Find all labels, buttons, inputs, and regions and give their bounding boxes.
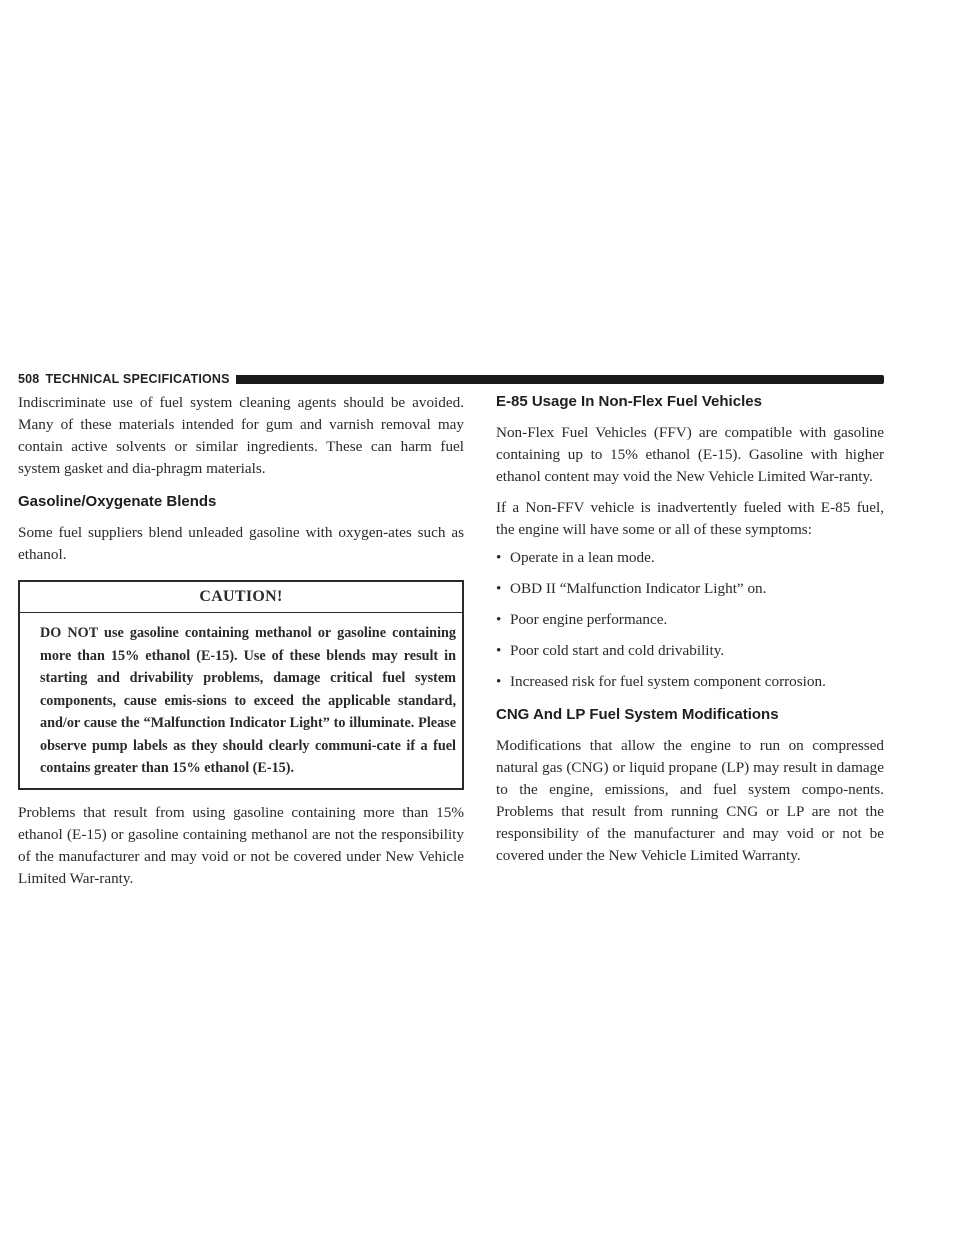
header-rule (236, 375, 884, 384)
symptoms-list (496, 547, 884, 693)
list-item: • Poor engine performance. (496, 609, 884, 631)
caution-title: CAUTION! (20, 582, 462, 613)
caution-box (18, 580, 464, 790)
e85-heading: E-85 Usage In Non-Flex Fuel Vehicles (496, 393, 762, 410)
cng-heading: CNG And LP Fuel System Modifications (496, 706, 779, 723)
section-title: TECHNICAL SPECIFICATIONS (45, 372, 230, 386)
left-column (18, 392, 464, 890)
bullet-icon: • (496, 673, 502, 690)
list-item: • OBD II “Malfunction Indicator Light” on. (496, 578, 884, 600)
right-column (496, 392, 884, 867)
page-header (18, 371, 884, 387)
list-item: • Increased risk for fuel system component corrosion. (496, 671, 884, 693)
intro-paragraph: Indiscriminate use of fuel system cleaning agents should be avoided. Many of these materials intended for gum and varnish removal may contain active solvents or similar ingredients. These can harm fuel system gasket and dia-phragm materials. (18, 394, 464, 477)
page-number: 508 (18, 372, 40, 386)
bullet-icon: • (496, 611, 502, 628)
blends-heading: Gasoline/Oxygenate Blends (18, 493, 217, 510)
list-item: • Poor cold start and cold drivability. (496, 640, 884, 662)
bullet-icon: • (496, 580, 502, 597)
e85-paragraph-2: If a Non-FFV vehicle is inadvertently fueled with E-85 fuel, the engine will have some or all of these symptoms: (496, 499, 884, 538)
problems-paragraph: Problems that result from using gasoline containing more than 15% ethanol (E-15) or gasoline containing methanol are not the responsibility of the manufacturer and may void or not be covered under New Vehicle Limited War-ranty. (18, 803, 464, 887)
list-item: • Operate in a lean mode. (496, 547, 884, 569)
blends-paragraph: Some fuel suppliers blend unleaded gasoline with oxygen-ates such as ethanol. (18, 524, 464, 563)
bullet-icon: • (496, 549, 502, 566)
caution-text: DO NOT use gasoline containing methanol or gasoline containing more than 15% ethanol (E-15). Use of these blends may result in starting and drivability problems, damage critical fuel system components, cause emis-sions to exceed the applicable standard, and/or cause the “Malfunction Indicator Light” to illuminate. Please observe pump labels as they should clearly communi-cate if a fuel contains greater than 15% ethanol (E-15). (40, 625, 456, 776)
bullet-icon: • (496, 642, 502, 659)
cng-paragraph: Modifications that allow the engine to run on compressed natural gas (CNG) or liquid propane (LP) may result in damage to the engine, emissions, and fuel system compo-nents. Problems that result from running CNG or LP are not the responsibility of the manufacturer and may void or not be covered under the New Vehicle Limited Warranty. (496, 737, 884, 864)
e85-paragraph-1: Non-Flex Fuel Vehicles (FFV) are compatible with gasoline containing up to 15% ethanol (E-15). Gasoline with higher ethanol content may void the New Vehicle Limited War-ranty. (496, 424, 884, 485)
